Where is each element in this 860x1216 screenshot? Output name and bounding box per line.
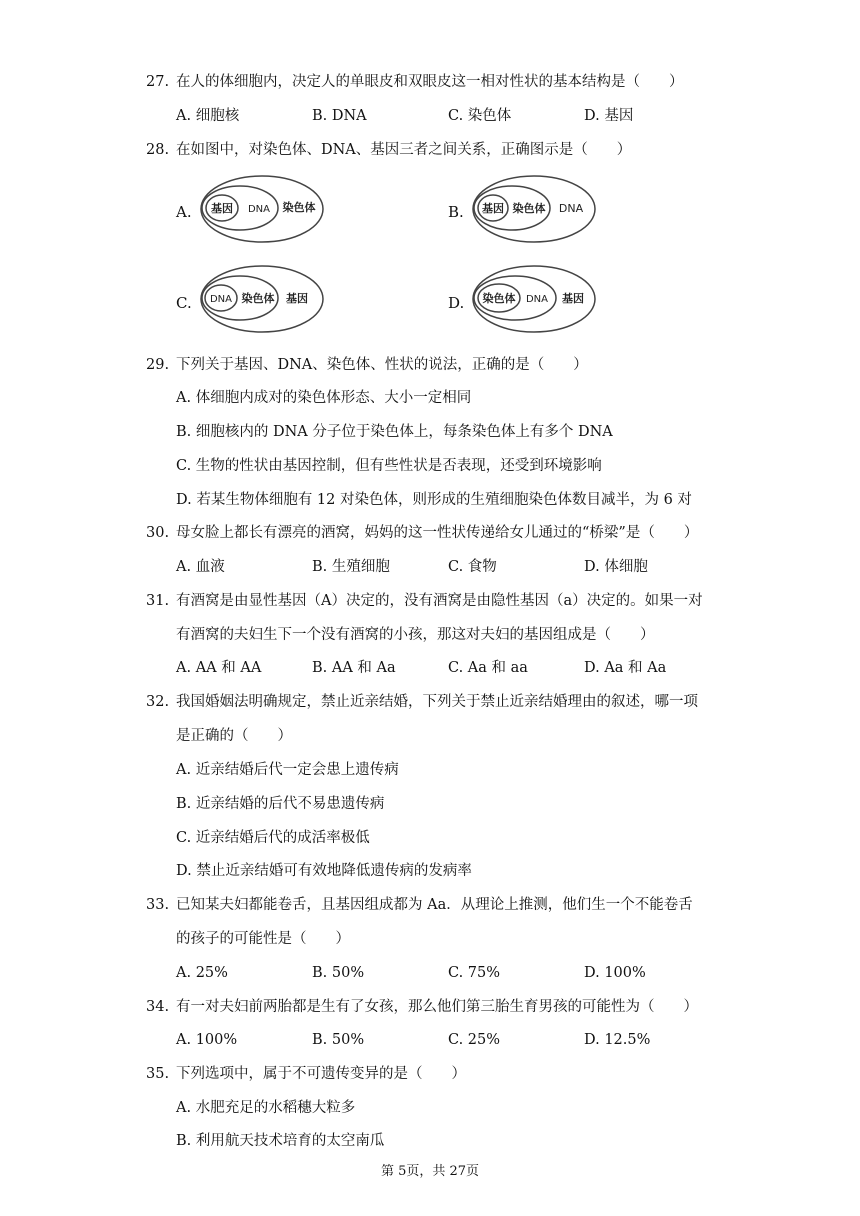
option-b: B. 利用航天技术培育的太空南瓜 [176,1133,385,1149]
question-35 [146,1064,726,1084]
inner-label: 基因 [482,202,504,215]
option-d: D. 100% [584,965,646,981]
option-c: C. 25% [448,1032,501,1048]
question-text: 有酒窝是由显性基因（A）决定的，没有酒窝是由隐性基因（a）决定的。如果一对 [176,593,703,609]
option-b: B. AA 和 Aa [312,660,396,676]
option-d: D. 基因 [584,108,634,124]
question-number: 33. [146,897,170,913]
option-b: B. 近亲结婚的后代不易患遗传病 [176,796,385,812]
option-b: B. 50% [312,965,365,981]
option-c: C. Aa 和 aa [448,660,528,676]
question-32 [146,692,726,712]
question-28 [146,140,726,160]
option-a: A. 近亲结婚后代一定会患上遗传病 [176,762,399,778]
question-text: 在人的体细胞内，决定人的单眼皮和双眼皮这一相对性状的基本结构是（ ） [176,74,684,90]
inner-label: 染色体 [482,292,516,305]
option-c: C. 75% [448,965,501,981]
option-c: C. 食物 [448,559,497,575]
question-34 [146,997,726,1017]
outer-label: DNA [558,202,584,215]
question-text: 下列选项中，属于不可遗传变异的是（ ） [176,1066,466,1082]
question-text-continued: 是正确的（ ） [176,728,292,744]
options-row-34 [176,1030,736,1050]
option-a: A. 细胞核 [176,108,240,124]
question-text: 母女脸上都长有漂亮的酒窝，妈妈的这一性状传递给女儿通过的“桥梁”是（ ） [176,525,699,541]
question-number: 30. [146,525,170,541]
option-b: B. 细胞核内的 DNA 分子位于染色体上，每条染色体上有多个 DNA [176,424,613,440]
question-number: 27. [146,74,170,90]
question-text: 有一对夫妇前两胎都是生有了女孩，那么他们第三胎生育男孩的可能性为（ ） [176,999,698,1015]
middle-label: 染色体 [512,202,546,215]
options-row-33 [176,963,736,983]
option-a: A. [176,203,192,221]
inner-label: DNA [209,294,233,305]
page-footer: 第 5页，共 27页 [380,1164,480,1179]
question-text: 已知某夫妇都能卷舌，且基因组成都为 Aa．从理论上推测，他们生一个不能卷舌 [176,897,693,913]
options-row-30 [176,557,736,577]
question-number: 32. [146,694,170,710]
option-b: B. 50% [312,1032,365,1048]
question-number: 34. [146,999,170,1015]
middle-label: 染色体 [241,292,275,305]
outer-label: 基因 [286,292,308,305]
option-a: A. 25% [176,965,228,981]
option-d: D. 体细胞 [584,559,648,575]
outer-label: 基因 [562,292,584,305]
option-a: A. AA 和 AA [176,660,262,676]
inner-label: 基因 [211,202,233,215]
question-text-continued: 的孩子的可能性是（ ） [176,931,350,947]
option-d: D. 12.5% [584,1032,651,1048]
option-b: B. 生殖细胞 [312,559,390,575]
venn-diagram-d [470,262,600,336]
question-number: 28. [146,142,170,158]
middle-label: DNA [247,204,271,215]
question-number: 29. [146,357,170,373]
option-a: A. 100% [176,1032,238,1048]
venn-diagram-b [470,172,600,246]
question-text: 在如图中，对染色体、DNA、基因三者之间关系，正确图示是（ ） [176,142,632,158]
option-c: C. [176,294,192,312]
question-text: 我国婚姻法明确规定，禁止近亲结婚，下列关于禁止近亲结婚理由的叙述，哪一项 [176,694,698,710]
option-a: A. 水肥充足的水稻穗大粒多 [176,1100,356,1116]
option-a: A. 体细胞内成对的染色体形态、大小一定相同 [176,390,472,406]
question-number: 31. [146,593,170,609]
question-number: 35. [146,1066,170,1082]
option-c: C. 近亲结婚后代的成活率极低 [176,830,370,846]
question-29 [146,355,726,375]
options-row-31 [176,658,736,678]
option-d: D. [448,294,465,312]
option-d: D. Aa 和 Aa [584,660,667,676]
question-31 [146,591,726,611]
question-30 [146,523,726,543]
option-a: A. 血液 [176,559,225,575]
venn-diagram-c [198,262,328,336]
middle-label: DNA [525,294,549,305]
options-row-27 [176,106,736,126]
option-d: D. 禁止近亲结婚可有效地降低遗传病的发病率 [176,863,472,879]
question-33 [146,895,726,915]
option-d: D. 若某生物体细胞有 12 对染色体，则形成的生殖细胞染色体数目减半，为 6 对 [176,492,692,508]
option-c: C. 染色体 [448,108,512,124]
question-text: 下列关于基因、DNA、染色体、性状的说法，正确的是（ ） [176,357,588,373]
option-b: B. [448,203,464,221]
option-c: C. 生物的性状由基因控制，但有些性状是否表现，还受到环境影响 [176,458,602,474]
option-b: B. DNA [312,108,367,124]
question-27 [146,72,726,92]
outer-label: 染色体 [282,201,316,214]
venn-diagram-a [198,172,328,246]
question-text-continued: 有酒窝的夫妇生下一个没有酒窝的小孩，那这对夫妇的基因组成是（ ） [176,627,655,643]
